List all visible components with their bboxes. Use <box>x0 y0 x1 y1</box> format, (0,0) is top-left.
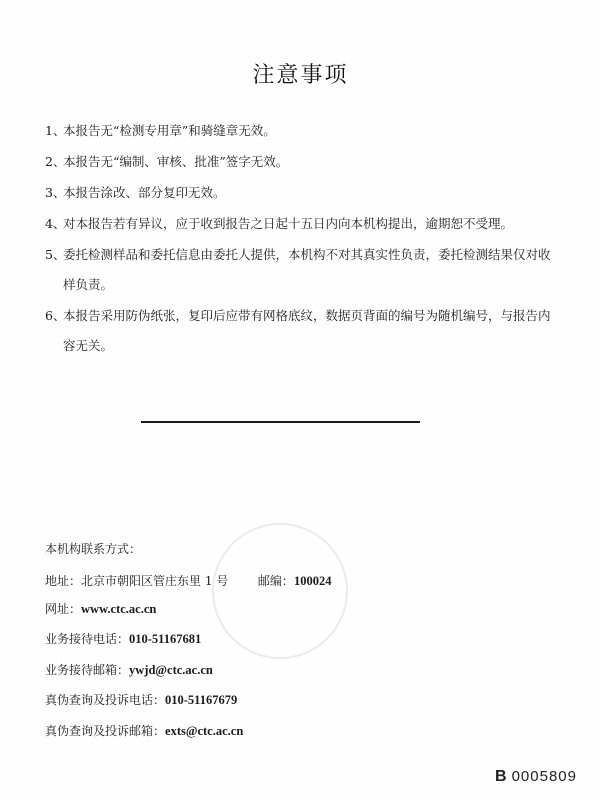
website-line <box>45 603 156 616</box>
note-item <box>45 218 565 231</box>
complaint-phone-value: 010-51167679 <box>165 693 238 707</box>
postcode-label: 邮编： <box>257 574 294 588</box>
email-link[interactable]: ywjd@ctc.ac.cn <box>129 663 213 677</box>
note-text: 对本报告若有异议，应于收到报告之日起十五日内向本机构提出，逾期恕不受理。 <box>63 216 514 231</box>
note-number: 1、 <box>45 123 66 138</box>
note-text: 委托检测样品和委托信息由委托人提供，本机构不对其真实性负责，委托检测结果仅对收 <box>63 247 551 262</box>
website-link[interactable]: www.ctc.ac.cn <box>81 602 157 616</box>
address-text: 地址：北京市朝阳区管庄东里 1 号 <box>45 574 229 588</box>
note-item <box>45 125 565 138</box>
phone-value: 010-51167681 <box>129 632 202 646</box>
note-text: 本报告采用防伪纸张，复印后应带有网格底纹，数据页背面的编号为随机编号，与报告内 <box>63 308 551 323</box>
email-label: 业务接待邮箱： <box>45 663 130 677</box>
complaint-phone-label: 真伪查询及投诉电话： <box>45 693 166 707</box>
note-item <box>45 156 565 169</box>
faint-stamp-watermark <box>212 523 348 659</box>
complaint-email-link[interactable]: exts@ctc.ac.cn <box>165 724 244 738</box>
page-title: 注意事项 <box>252 63 349 88</box>
note-number: 3、 <box>45 185 66 200</box>
divider-line <box>141 421 420 423</box>
address-line <box>45 575 331 588</box>
complaint-phone-line <box>45 694 237 707</box>
note-item <box>45 308 565 353</box>
note-number: 5、 <box>45 247 66 262</box>
phone-line <box>45 633 201 646</box>
note-text-continuation: 样负责。 <box>63 277 114 292</box>
note-text: 本报告无“编制、审核、批准”签字无效。 <box>63 154 289 169</box>
contact-heading: 本机构联系方式： <box>45 542 142 556</box>
email-line <box>45 664 213 677</box>
note-text: 本报告涂改、部分复印无效。 <box>63 185 226 200</box>
note-number: 2、 <box>45 154 66 169</box>
note-item <box>45 187 565 200</box>
website-label: 网址： <box>45 602 82 616</box>
note-text: 本报告无“检测专用章”和骑缝章无效。 <box>63 123 276 138</box>
postcode-value: 100024 <box>293 574 332 588</box>
serial-value: 0005809 <box>511 768 577 785</box>
note-number: 6、 <box>45 308 66 323</box>
note-text-continuation: 容无关。 <box>63 338 114 353</box>
note-item <box>45 247 565 292</box>
note-number: 4、 <box>45 216 66 231</box>
complaint-email-line <box>45 725 243 738</box>
serial-prefix: B <box>495 768 508 785</box>
complaint-email-label: 真伪查询及投诉邮箱： <box>45 724 166 738</box>
phone-label: 业务接待电话： <box>45 632 130 646</box>
serial-number <box>495 768 577 786</box>
